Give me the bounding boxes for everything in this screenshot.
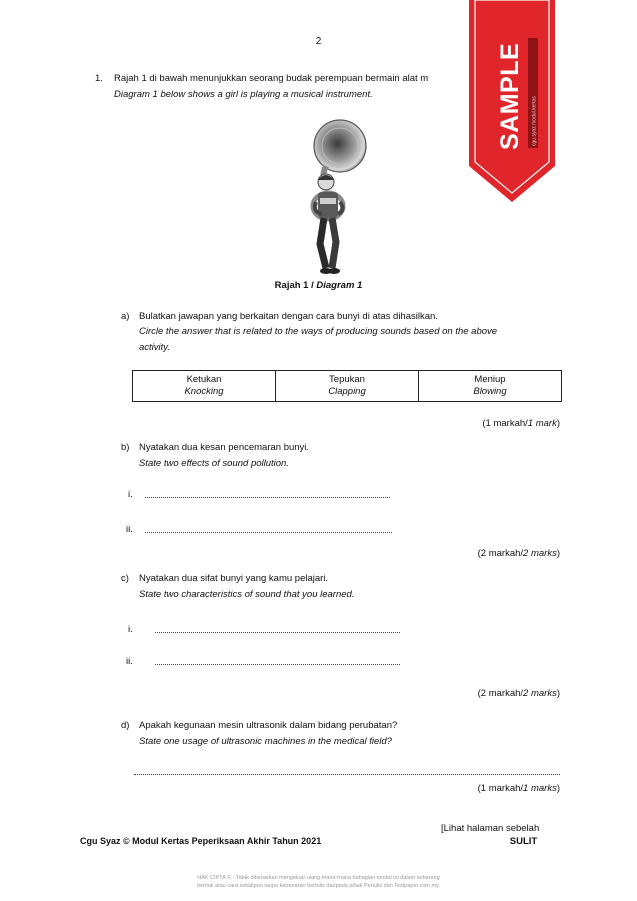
part-a-label: a)	[121, 311, 130, 322]
question-1-text-en: Diagram 1 below shows a girl is playing a musical instrument.	[114, 89, 373, 100]
part-b-label: b)	[121, 442, 130, 453]
part-a-text-ms: Bulatkan jawapan yang berkaitan dengan cara bunyi di atas dihasilkan.	[139, 311, 438, 322]
part-a-marks: (1 markah/1 mark)	[482, 418, 560, 429]
part-b-item-ii-label: ii.	[126, 524, 133, 535]
part-a-text-en: Circle the answer that is related to the ways of producing sounds based on the above	[139, 326, 498, 337]
part-d-answer-line[interactable]	[134, 774, 560, 775]
part-b-answer-line-2[interactable]	[145, 532, 392, 533]
option-clapping[interactable]	[275, 371, 418, 401]
part-c-text-en: State two characteristics of sound that you learned.	[139, 589, 355, 600]
footer-right	[441, 822, 539, 848]
part-c-answer-line-1[interactable]	[155, 632, 400, 633]
page-number: 2	[315, 36, 322, 47]
part-b-text-en: State two effects of sound pollution.	[139, 458, 289, 469]
footer-module-title: Cgu Syaz © Modul Kertas Peperiksaan Akhir Tahun 2021	[80, 836, 322, 846]
option-label-ms: Ketukan	[186, 374, 222, 385]
sample-subtext: cgu.syaz.modul.kertas	[531, 96, 538, 146]
part-b-marks: (2 markah/2 marks)	[477, 548, 560, 559]
footer-sulit: SULIT	[509, 836, 538, 847]
sample-ribbon	[463, 0, 561, 212]
figure-caption-ms: Rajah 1 /	[274, 280, 317, 291]
copyright-line-2: bentuk atau cara sekalipun tanpa kebenaran bertulis daripada pihak Penulis dan Testpaper.com.my.	[197, 883, 440, 889]
figure-caption-en: Diagram 1	[316, 280, 363, 291]
part-c-text-ms: Nyatakan dua sifat bunyi yang kamu pelajari.	[139, 573, 329, 584]
question-1-number: 1.	[95, 73, 103, 84]
option-label-ms: Meniup	[474, 374, 506, 385]
part-d-text-en: State one usage of ultrasonic machines in the medical field?	[139, 736, 392, 747]
girl-playing-sousaphone-image	[296, 118, 374, 278]
part-b-text-ms: Nyatakan dua kesan pencemaran bunyi.	[139, 442, 310, 453]
option-label-en: Clapping	[328, 386, 366, 397]
option-label-en: Blowing	[473, 386, 507, 397]
question-1-text-ms: Rajah 1 di bawah menunjukkan seorang budak perempuan bermain alat m	[114, 73, 429, 84]
part-b-answer-line-1[interactable]	[145, 497, 390, 498]
part-c-answer-line-2[interactable]	[155, 664, 400, 665]
part-d-text-ms: Apakah kegunaan mesin ultrasonik dalam bidang perubatan?	[139, 720, 398, 731]
part-c-item-i-label: i.	[128, 624, 133, 635]
sample-text: SAMPLE	[496, 42, 524, 150]
copyright-notice	[0, 874, 637, 890]
option-label-ms: Tepukan	[329, 374, 365, 385]
footer-next-page: [Lihat halaman sebelah	[441, 823, 540, 834]
part-d-marks: (1 markah/1 marks)	[477, 783, 560, 794]
part-b-item-i-label: i.	[128, 489, 133, 500]
part-c-item-ii-label: ii.	[126, 656, 133, 667]
option-knocking[interactable]	[133, 371, 275, 401]
part-c-label: c)	[121, 573, 129, 584]
answer-options-table	[132, 370, 562, 402]
part-a-text-en-2: activity.	[139, 342, 170, 353]
copyright-line-1: HAK CIPTA © : Tidak dibenarkan mengeluar ulang mana-mana bahagian modul ini dalam sebarang	[197, 875, 440, 881]
part-d-label: d)	[121, 720, 130, 731]
option-label-en: Knocking	[184, 386, 224, 397]
option-blowing[interactable]	[418, 371, 561, 401]
figure-caption	[0, 280, 637, 291]
part-c-marks: (2 markah/2 marks)	[477, 688, 560, 699]
